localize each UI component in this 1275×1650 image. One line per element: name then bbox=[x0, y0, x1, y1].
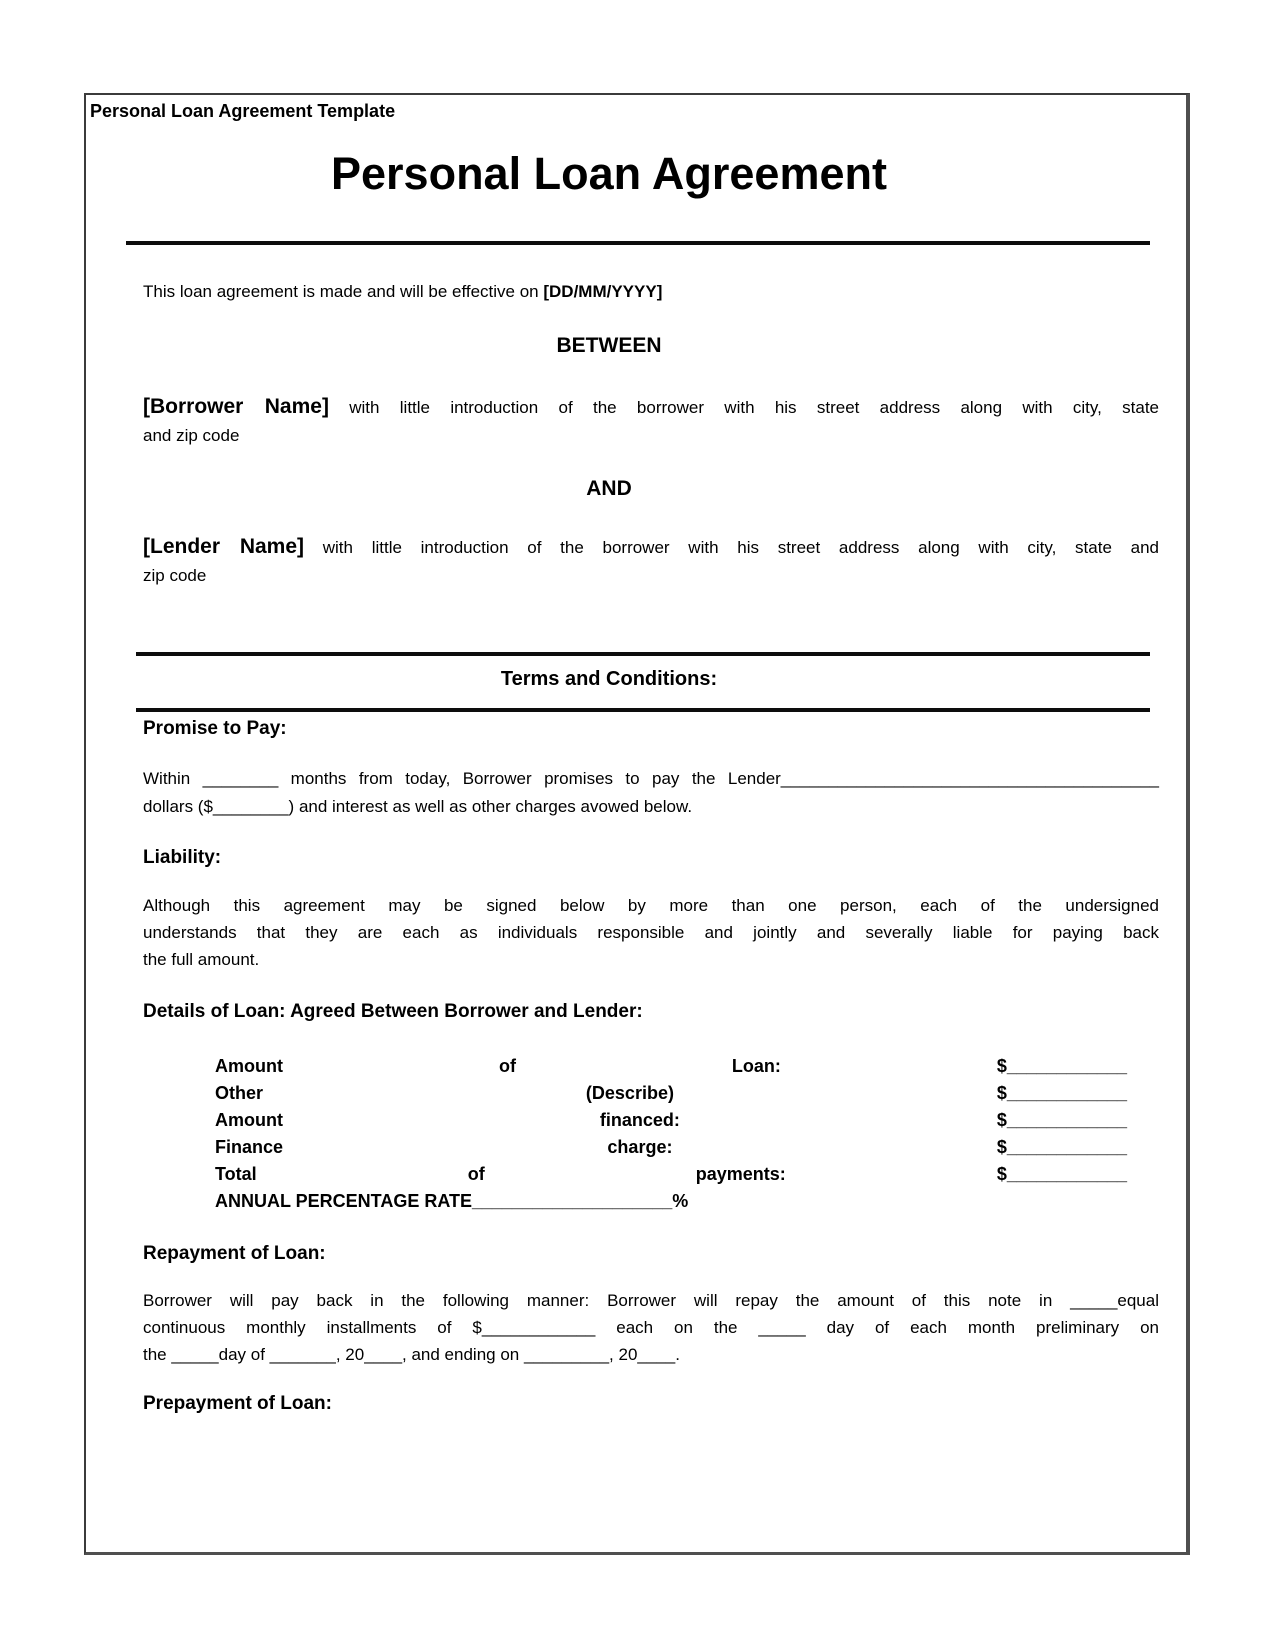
repayment-line-3: the _____day of _______, 20____, and ending on _________, 20____. bbox=[143, 1345, 680, 1364]
repayment-line-1: Borrower will pay back in the following manner: Borrower will repay the amount of this note in _____equal bbox=[143, 1291, 1159, 1310]
terms-divider-bottom bbox=[136, 708, 1150, 712]
repayment-line-2: continuous monthly installments of $____________ each on the _____ day of each month preliminary on bbox=[143, 1318, 1159, 1337]
annual-percentage-rate-row: ANNUAL PERCENTAGE RATE____________________% bbox=[215, 1191, 689, 1211]
effective-date-placeholder: [DD/MM/YYYY] bbox=[543, 282, 663, 301]
document-title: Personal Loan Agreement bbox=[331, 148, 887, 199]
borrower-intro-text: with little introduction of the borrower with his street address along with city, state bbox=[328, 398, 1159, 417]
prepayment-heading: Prepayment of Loan: bbox=[143, 1393, 332, 1414]
loan-details-heading: Details of Loan: Agreed Between Borrower and Lender: bbox=[143, 1001, 643, 1022]
total-payments-row: Total of payments: $____________ bbox=[215, 1164, 1127, 1184]
lender-line-1 bbox=[143, 533, 1159, 562]
finance-charge-row: Finance charge: $____________ bbox=[215, 1137, 1127, 1157]
borrower-paragraph bbox=[143, 393, 1159, 450]
effective-date-line bbox=[143, 278, 1159, 306]
borrower-line-2: and zip code bbox=[143, 426, 240, 445]
promise-line-2: dollars ($________) and interest as well as other charges avowed below. bbox=[143, 797, 693, 816]
borrower-name-placeholder: [Borrower Name] bbox=[143, 395, 329, 418]
title-divider bbox=[126, 241, 1150, 245]
amount-of-loan-row: Amount of Loan: $____________ bbox=[215, 1056, 1127, 1076]
repayment-paragraph bbox=[143, 1287, 1159, 1368]
between-label: BETWEEN bbox=[556, 334, 662, 357]
page-border bbox=[84, 93, 1190, 1555]
template-label: Personal Loan Agreement Template bbox=[90, 101, 396, 121]
liability-line-3: the full amount. bbox=[143, 950, 260, 969]
terms-heading: Terms and Conditions: bbox=[500, 668, 718, 690]
promise-to-pay-heading: Promise to Pay: bbox=[143, 718, 287, 739]
repayment-heading: Repayment of Loan: bbox=[143, 1243, 326, 1264]
promise-line-1: Within ________ months from today, Borrower promises to pay the Lender________________________________________ bbox=[143, 769, 1159, 788]
borrower-line-1 bbox=[143, 393, 1159, 422]
and-label: AND bbox=[586, 477, 632, 500]
lender-intro-text: with little introduction of the borrower with his street address along with city, state and bbox=[304, 538, 1159, 557]
liability-heading: Liability: bbox=[143, 847, 222, 868]
amount-financed-row: Amount financed: $____________ bbox=[215, 1110, 1127, 1130]
lender-paragraph bbox=[143, 533, 1159, 590]
liability-line-2: understands that they are each as individuals responsible and jointly and severally liable for paying back bbox=[143, 923, 1159, 942]
other-describe-row: Other (Describe) $____________ bbox=[215, 1083, 1127, 1103]
effective-date-prefix: This loan agreement is made and will be effective on bbox=[143, 282, 544, 301]
terms-divider-top bbox=[136, 652, 1150, 656]
loan-details-table bbox=[215, 1053, 1127, 1215]
lender-name-placeholder: [Lender Name] bbox=[143, 535, 305, 558]
promise-to-pay-paragraph bbox=[143, 765, 1159, 821]
liability-paragraph bbox=[143, 892, 1159, 973]
lender-line-2: zip code bbox=[143, 566, 207, 585]
liability-line-1: Although this agreement may be signed below by more than one person, each of the undersigned bbox=[143, 896, 1159, 915]
